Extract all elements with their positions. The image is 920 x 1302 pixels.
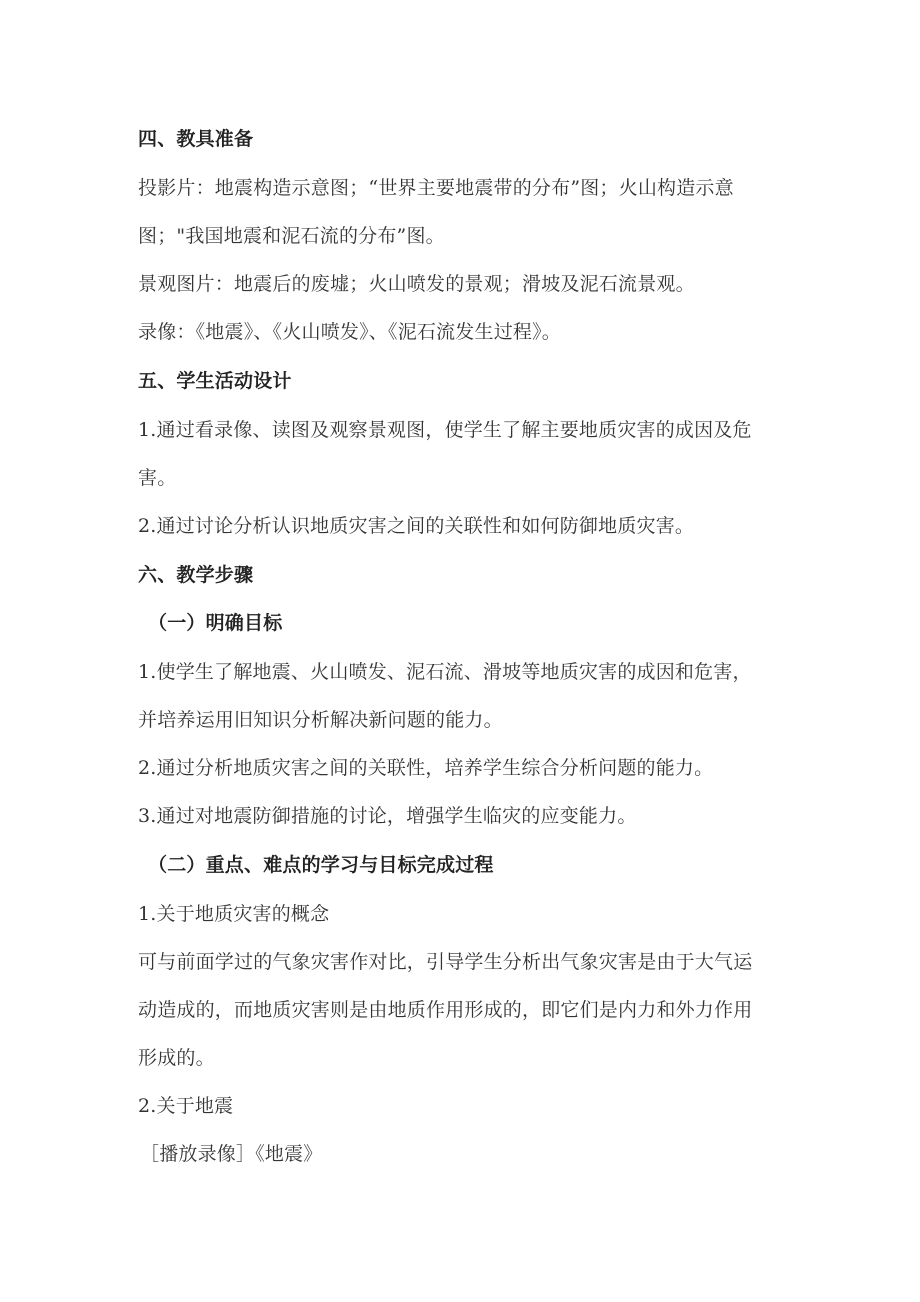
concept-title: 1.关于地质灾害的概念 — [138, 903, 330, 925]
slides-text-line-1: 投影片：地震构造示意图；“世界主要地震带的分布”图；火山构造示意 — [138, 177, 734, 199]
concept-text-line-1: 可与前面学过的气象灾害作对比，引导学生分析出气象灾害是由于大气运 — [138, 951, 753, 973]
goal-2: 2.通过分析地质灾害之间的关联性，培养学生综合分析问题的能力。 — [138, 757, 714, 779]
play-video-text: ［播放录像］《地震》 — [140, 1143, 323, 1165]
section-heading-teaching-aids: 四、教具准备 — [138, 128, 254, 150]
goal-1-line-2: 并培养运用旧知识分析解决新问题的能力。 — [138, 709, 503, 731]
subheading-clear-goals: （一）明确目标 — [148, 612, 283, 634]
slides-text-line-2: 图；"我国地震和泥石流的分布”图。 — [138, 225, 445, 247]
concept-text-line-3: 形成的。 — [138, 1047, 215, 1069]
goal-1-line-1: 1.使学生了解地震、火山喷发、泥石流、滑坡等地质灾害的成因和危害， — [138, 661, 752, 683]
activity-item-2: 2.通过讨论分析认识地质灾害之间的关联性和如何防御地质灾害。 — [138, 515, 695, 537]
concept-text-line-2: 动造成的，而地质灾害则是由地质作用形成的，即它们是内力和外力作用 — [138, 999, 753, 1021]
subheading-key-points-process: （二）重点、难点的学习与目标完成过程 — [148, 854, 494, 876]
activity-item-1-line-1: 1.通过看录像、读图及观察景观图，使学生了解主要地质灾害的成因及危 — [138, 419, 752, 441]
video-text: 录像：《地震》、《火山喷发》、《泥石流发生过程》。 — [138, 321, 562, 343]
section-heading-student-activities: 五、学生活动设计 — [138, 370, 292, 392]
earthquake-title: 2.关于地震 — [138, 1095, 234, 1117]
pictures-text: 景观图片：地震后的废墟；火山喷发的景观；滑坡及泥石流景观。 — [138, 273, 695, 295]
activity-item-1-line-2: 害。 — [138, 467, 177, 489]
goal-3: 3.通过对地震防御措施的讨论，增强学生临灾的应变能力。 — [138, 805, 637, 827]
section-heading-teaching-steps: 六、教学步骤 — [138, 564, 254, 586]
